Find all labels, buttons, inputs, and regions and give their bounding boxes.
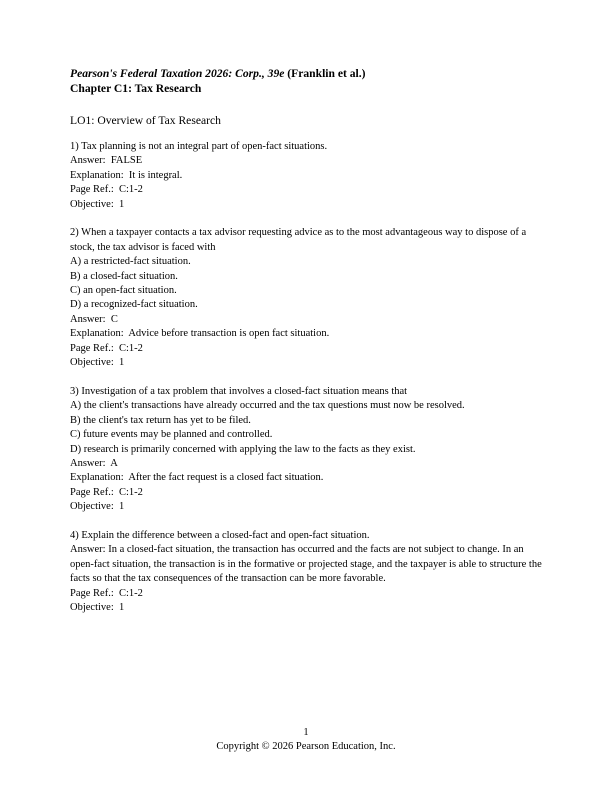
choice-c: C) an open-fact situation. xyxy=(70,285,177,297)
questions-container xyxy=(70,140,547,615)
document-footer xyxy=(0,726,612,754)
question-block xyxy=(70,226,547,370)
objective-line: Objective: 1 xyxy=(70,501,125,513)
chapter-title: Chapter C1: Tax Research xyxy=(70,82,202,95)
document-header xyxy=(70,66,548,96)
page-reference-line: Page Ref.: C:1-2 xyxy=(70,486,143,498)
question-stem: 2) When a taxpayer contacts a tax advisor requesting advice as to the most advantageous way to dispose of a stock, the tax advisor is faced with xyxy=(70,227,527,253)
answer-line: Answer: C xyxy=(70,313,118,325)
book-title-line xyxy=(70,66,548,81)
choice-d: D) research is primarily concerned with applying the law to the facts as they exist. xyxy=(70,443,416,455)
question-stem: 1) Tax planning is not an integral part of open-fact situations. xyxy=(70,141,328,152)
copyright-notice: Copyright © 2026 Pearson Education, Inc. xyxy=(216,741,396,752)
learning-objective-heading: LO1: Overview of Tax Research xyxy=(70,114,221,127)
page-reference-line: Page Ref.: C:1-2 xyxy=(70,342,143,354)
question-stem: 4) Explain the difference between a closed-fact and open-fact situation. xyxy=(70,529,370,541)
objective-line: Objective: 1 xyxy=(70,198,125,210)
explanation-line: Explanation: It is integral. xyxy=(70,169,183,181)
choice-d: D) a recognized-fact situation. xyxy=(70,299,198,311)
objective-line: Objective: 1 xyxy=(70,357,125,369)
page-number: 1 xyxy=(303,727,309,738)
page-reference-line: Page Ref.: C:1-2 xyxy=(70,184,143,196)
question-block xyxy=(70,140,547,212)
question-block xyxy=(70,385,547,515)
choice-c: C) future events may be planned and controlled. xyxy=(70,429,273,441)
choice-a: A) a restricted-fact situation. xyxy=(70,256,191,268)
choice-b: B) a closed-fact situation. xyxy=(70,270,178,282)
book-authors: (Franklin et al.) xyxy=(284,67,366,80)
answer-line: Answer: A xyxy=(70,457,118,469)
page-reference-line: Page Ref.: C:1-2 xyxy=(70,587,143,599)
answer-line: Answer: In a closed-fact situation, the transaction has occurred and the facts are not subject to change. In an open-fact situation, the transaction is in the formative or projected stage, and the taxpayer is able to structure the facts so that the tax consequences of the transaction can be more favorable. xyxy=(70,544,542,585)
answer-line: Answer: FALSE xyxy=(70,155,143,167)
question-block xyxy=(70,529,547,615)
explanation-line: Explanation: Advice before transaction is open fact situation. xyxy=(70,328,330,340)
book-title: Pearson's Federal Taxation 2026: Corp., 39e xyxy=(70,67,285,80)
question-stem: 3) Investigation of a tax problem that involves a closed-fact situation means that xyxy=(70,385,408,397)
explanation-line: Explanation: After the fact request is a closed fact situation. xyxy=(70,472,324,484)
choice-a: A) the client's transactions have already occurred and the tax questions must now be resolved. xyxy=(70,400,465,412)
objective-line: Objective: 1 xyxy=(70,601,125,613)
choice-b: B) the client's tax return has yet to be filed. xyxy=(70,414,251,426)
